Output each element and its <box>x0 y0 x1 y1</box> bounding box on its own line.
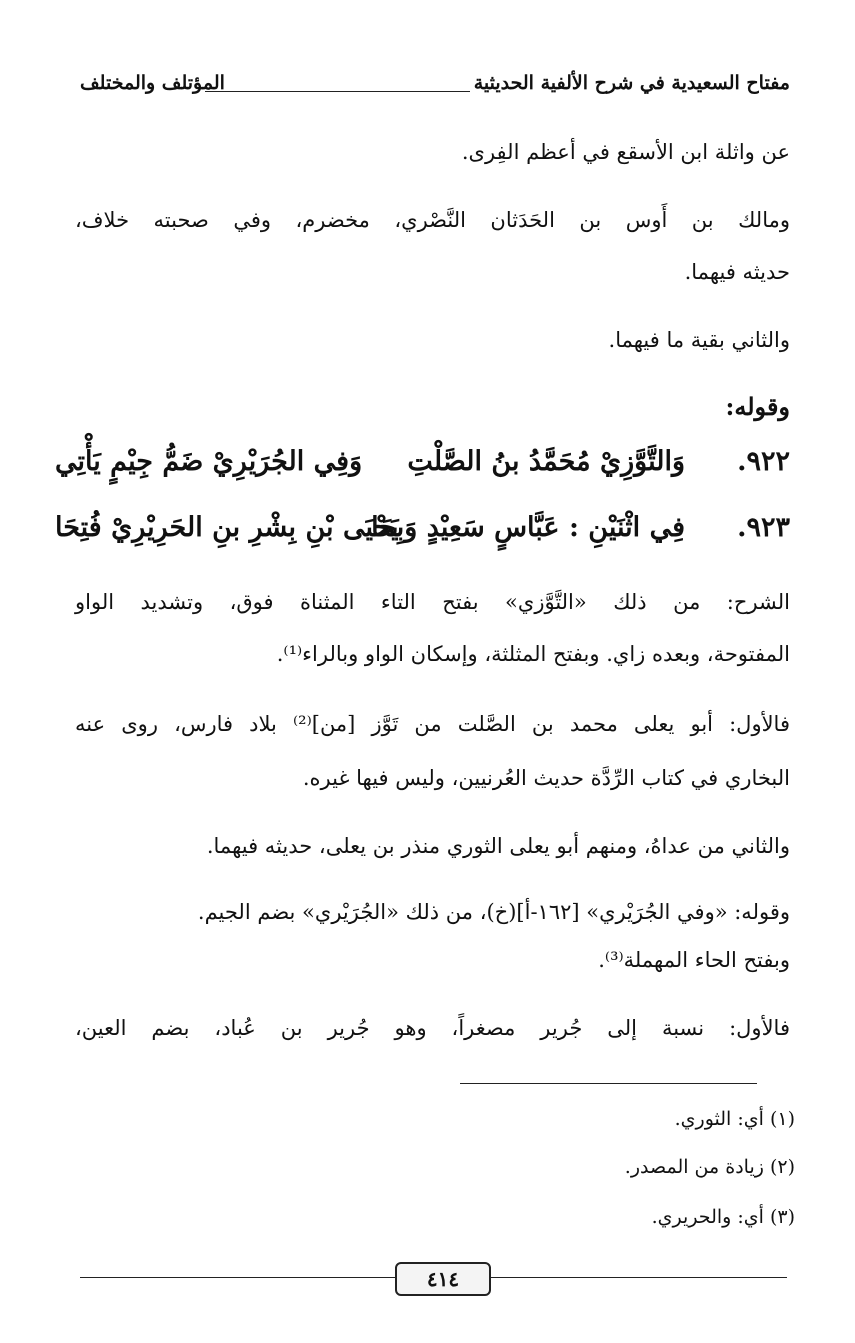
verse-number: ٩٢٢. <box>737 446 790 477</box>
verse-number: ٩٢٣. <box>737 512 790 543</box>
verse <box>55 446 790 496</box>
verse-second-hemistich: وَفِي الجُرَيْرِيْ ضَمُّ جِيْمٍ يَأْتِي <box>55 446 363 477</box>
commentary-line: المفتوحة، وبعده زاي. وبفتح المثلثة، وإسكان الواو وبالراء⁽¹⁾. <box>276 642 790 666</box>
footer-rule <box>80 1277 395 1278</box>
commentary-line: فالأول: نسبة إلى جُرير مصغراً، وهو جُرير بن عُباد، بضم العين، <box>75 1016 790 1040</box>
paragraph: والثاني بقية ما فيهما. <box>608 328 790 352</box>
footnote: (٣) أي: والحريري. <box>651 1206 795 1228</box>
commentary-line: البخاري في كتاب الرِّدَّة حديث العُرنيين، وليس فيها غيره. <box>302 766 790 790</box>
commentary-line: وقوله: «وفي الجُرَيْري» [١٦٢-أ](خ)، من ذلك «الجُرَيْري» بضم الجيم. <box>197 900 790 924</box>
verse-first-hemistich: وَالتَّوَّزِيْ مُحَمَّدُ بنُ الصَّلْتِ <box>407 446 685 477</box>
paragraph: حديثه فيهما. <box>684 260 790 284</box>
section-title: المؤتلف والمختلف <box>80 72 225 94</box>
commentary-line: الشرح: من ذلك «التَّوَّزي» بفتح التاء المثناة فوق، وتشديد الواو <box>75 590 790 614</box>
footer-rule <box>487 1277 787 1278</box>
header-rule <box>205 91 470 92</box>
commentary-line: والثاني من عداهُ، ومنهم أبو يعلى الثوري منذر بن يعلى، حديثه فيهما. <box>206 834 790 858</box>
page-number: ٤١٤ <box>395 1262 491 1296</box>
verse <box>55 512 790 562</box>
paragraph: عن واثلة ابن الأسقع في أعظم الفِرى. <box>461 140 790 164</box>
footnote-separator <box>460 1083 757 1084</box>
verse-second-hemistich: يَحْيَى بْنِ بِشْرِ بنِ الحَرِيْرِيْ فُتِحَا <box>55 512 399 543</box>
commentary-line: فالأول: أبو يعلى محمد بن الصَّلت من تَوَّز [من]⁽²⁾ بلاد فارس، روى عنه <box>75 712 790 736</box>
footnote: (٢) زيادة من المصدر. <box>624 1156 795 1178</box>
commentary-line: وبفتح الحاء المهملة⁽³⁾. <box>598 948 790 972</box>
book-title: مفتاح السعيدية في شرح الألفية الحديثية <box>473 72 790 94</box>
paragraph-heading: وقوله: <box>725 392 790 421</box>
paragraph: ومالك بن أَوس بن الحَدَثان النَّصْري، مخضرم، وفي صحبته خلاف، <box>75 208 790 232</box>
verse-first-hemistich: فِي اثْنَيْنِ : عَبَّاسٍ سَعِيْدٍ وَبِحَا <box>371 512 685 543</box>
footnote: (١) أي: الثوري. <box>674 1108 795 1130</box>
running-header <box>80 72 790 106</box>
